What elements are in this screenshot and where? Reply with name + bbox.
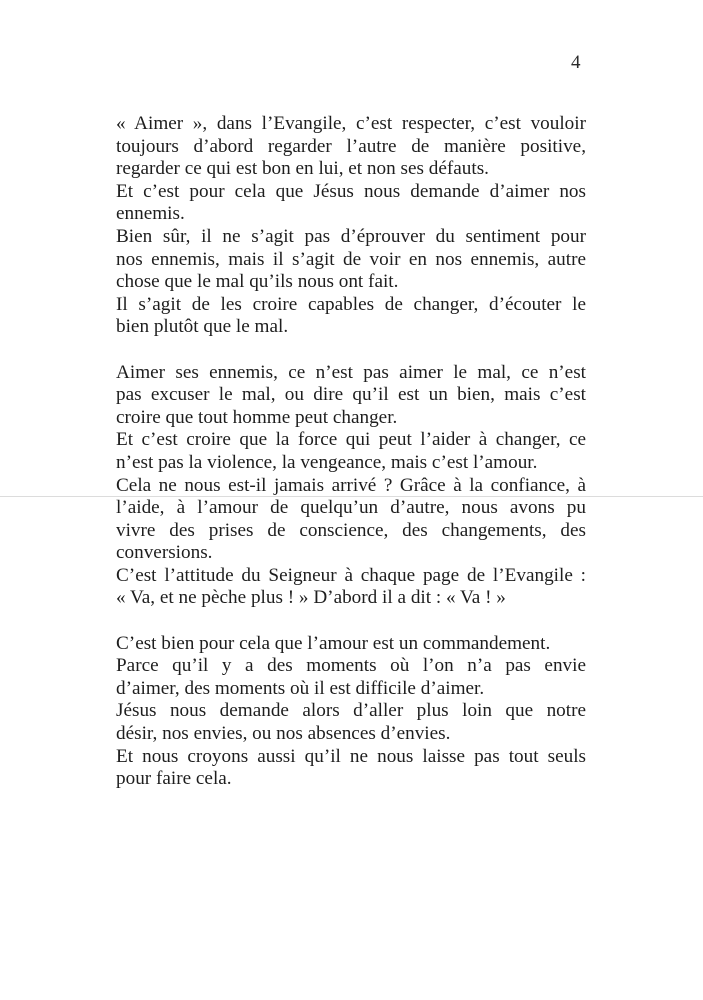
text-line: toujours d’abord regarder l’autre de manière positive, [116, 135, 586, 157]
text-line: conversions. [116, 542, 213, 564]
document-body [116, 113, 586, 813]
text-line: n’est pas la violence, la vengeance, mais c’est l’amour. [116, 451, 538, 473]
paragraph-2 [116, 362, 586, 611]
text-line: bien plutôt que le mal. [116, 316, 289, 338]
text-line: pour faire cela. [116, 768, 232, 790]
page-number: 4 [571, 52, 581, 73]
text-line: vivre des prises de conscience, des changements, des [116, 519, 586, 541]
text-line: Parce qu’il y a des moments où l’on n’a pas envie [116, 655, 586, 677]
text-line: croire que tout homme peut changer. [116, 406, 398, 428]
text-line: Il s’agit de les croire capables de changer, d’écouter le [116, 293, 586, 315]
text-line: Et c’est croire que la force qui peut l’aider à changer, ce [116, 429, 586, 451]
text-line: l’aide, à l’amour de quelqu’un d’autre, nous avons pu [116, 497, 586, 519]
text-line: « Va, et ne pèche plus ! » D’abord il a dit : « Va ! » [116, 587, 506, 609]
text-line: Jésus nous demande alors d’aller plus loin que notre [116, 700, 586, 722]
text-line: Aimer ses ennemis, ce n’est pas aimer le mal, ce n’est [116, 361, 586, 383]
text-line: Et c’est pour cela que Jésus nous demande d’aimer nos [116, 180, 586, 202]
text-line: pas excuser le mal, ou dire qu’il est un bien, mais c’est [116, 384, 586, 406]
text-line: chose que le mal qu’ils nous ont fait. [116, 271, 399, 293]
text-line: regarder ce qui est bon en lui, et non ses défauts. [116, 158, 489, 180]
text-line: nos ennemis, mais il s’agit de voir en nos ennemis, autre [116, 248, 586, 270]
paragraph-3 [116, 633, 586, 791]
text-line: Cela ne nous est-il jamais arrivé ? Grâce à la confiance, à [116, 474, 586, 496]
text-line: Bien sûr, il ne s’agit pas d’éprouver du sentiment pour [116, 225, 586, 247]
text-line: Et nous croyons aussi qu’il ne nous laisse pas tout seuls [116, 745, 586, 767]
text-line: C’est bien pour cela que l’amour est un commandement. [116, 632, 551, 654]
paragraph-1 [116, 113, 586, 339]
text-line: C’est l’attitude du Seigneur à chaque page de l’Evangile : [116, 564, 586, 586]
text-line: d’aimer, des moments où il est difficile d’aimer. [116, 677, 485, 699]
text-line: ennemis. [116, 203, 185, 225]
text-line: « Aimer », dans l’Evangile, c’est respecter, c’est vouloir [116, 113, 586, 134]
text-line: désir, nos envies, ou nos absences d’envies. [116, 723, 451, 745]
